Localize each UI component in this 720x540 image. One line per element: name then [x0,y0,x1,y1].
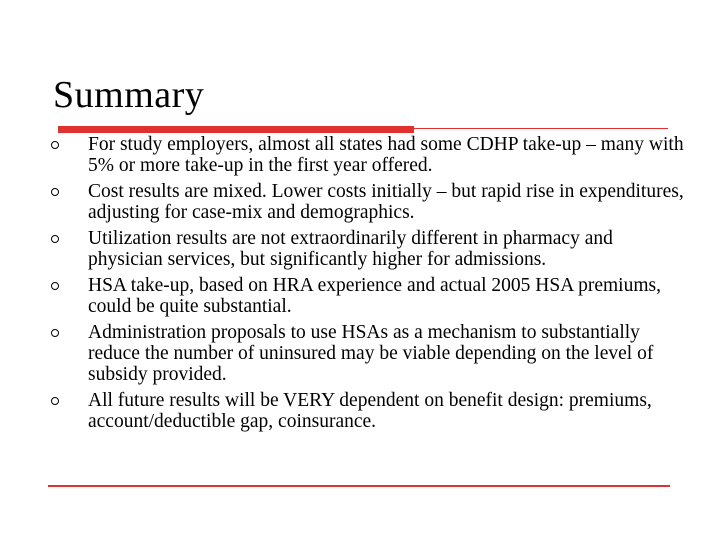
bullet-text: Utilization results are not extraordinarily different in pharmacy and physician services, but significantly higher for admissions. [88,228,613,270]
bullet-item [48,228,688,270]
bullet-text: Administration proposals to use HSAs as a mechanism to substantially reduce the number of uninsured may be viable depending on the level of subsidy provided. [88,322,654,385]
bullet-text: All future results will be VERY dependent on benefit design: premiums, account/deductible gap, coinsurance. [88,390,652,432]
footer-rule [48,485,670,487]
bullet-item [48,390,688,432]
bullet-item [48,322,688,385]
bullet-text: Cost results are mixed. Lower costs initially – but rapid rise in expenditures, adjusting for case-mix and demographics. [88,181,684,223]
bullet-item [48,275,688,317]
hollow-circle-icon [51,141,59,149]
bullet-text: For study employers, almost all states had some CDHP take-up – many with 5% or more take-up in the first year offered. [88,134,684,176]
hollow-circle-icon [51,235,59,243]
bullet-item [48,134,688,176]
bullet-text: HSA take-up, based on HRA experience and actual 2005 HSA premiums, could be quite substantial. [88,275,661,317]
hollow-circle-icon [51,188,59,196]
hollow-circle-icon [51,397,59,405]
title-underline-thick [58,126,414,133]
hollow-circle-icon [51,282,59,290]
title-underline-thin [414,128,668,129]
slide-title: Summary [53,74,205,116]
bullet-item [48,181,688,223]
bullet-list [48,134,688,437]
hollow-circle-icon [51,329,59,337]
